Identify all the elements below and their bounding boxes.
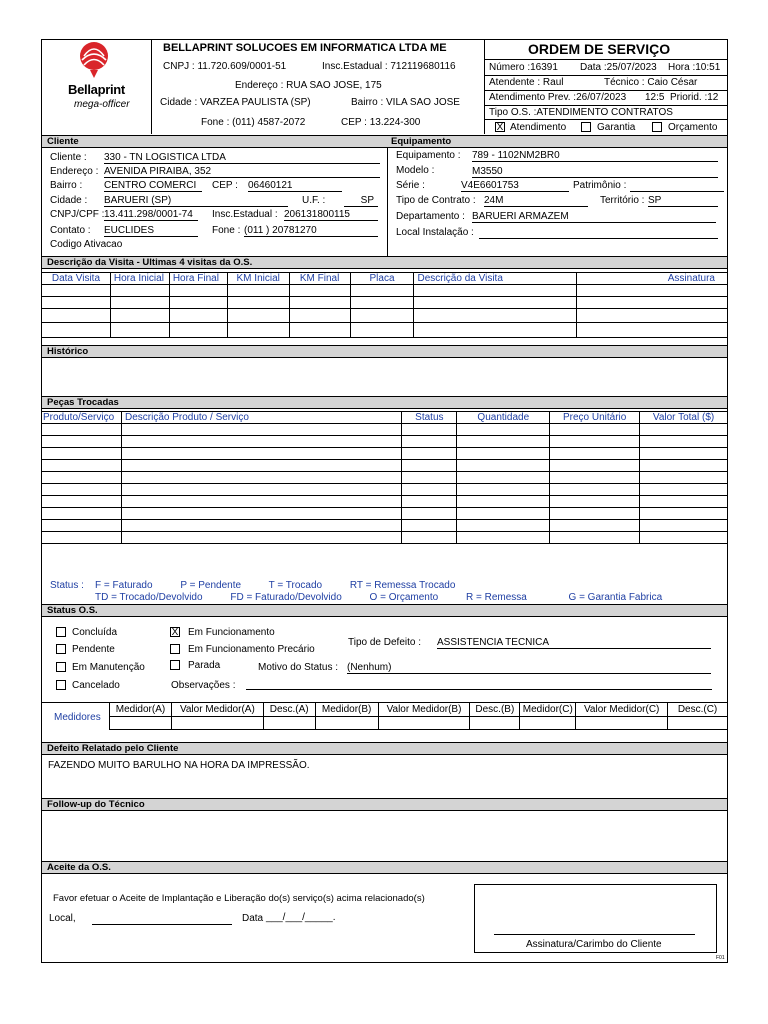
- status-legend-line2: TD = Trocado/Devolvido FD = Faturado/Devolvido O = Orçamento R = Remessa G = Garantia Fabrica: [95, 592, 663, 603]
- manutencao-label: Em Manutenção: [72, 662, 145, 673]
- model-value: M3550: [472, 166, 718, 178]
- parada-checkbox[interactable]: [170, 660, 180, 670]
- manutencao-checkbox[interactable]: [56, 662, 66, 672]
- parts-section-title: Peças Trocadas: [47, 397, 119, 408]
- visits-header-date: Data Visita: [42, 273, 111, 285]
- cep-label: CEP :: [212, 180, 238, 191]
- visits-header-km-end: KM Final: [289, 273, 350, 285]
- order-time: Hora :10:51: [668, 62, 721, 73]
- visits-section-title: Descrição da Visita - Ultimas 4 visitas da O.S.: [47, 257, 253, 268]
- contact-value: EUCLIDES: [104, 225, 198, 237]
- table-row: [42, 472, 728, 484]
- meter-b-header: Medidor(B): [315, 703, 378, 717]
- concluida-checkbox[interactable]: [56, 627, 66, 637]
- company-cnpj: CNPJ : 11.720.609/0001-51: [163, 61, 287, 72]
- company-district: Bairro : VILA SAO JOSE: [351, 97, 460, 108]
- install-location-value: [479, 227, 718, 239]
- divider: [484, 90, 727, 91]
- meter-b-value-header: Valor Medidor(B): [378, 703, 470, 717]
- table-row: [42, 285, 728, 297]
- cancelado-label: Cancelado: [72, 680, 120, 691]
- signature-line: [494, 934, 695, 935]
- orcamento-checkbox[interactable]: [652, 122, 662, 132]
- company-cep: CEP : 13.224-300: [341, 117, 421, 128]
- defect-type-value: ASSISTENCIA TECNICA: [437, 637, 711, 649]
- visits-header-signature: Assinatura: [577, 273, 728, 285]
- equipamento-section-title: Equipamento: [391, 136, 452, 147]
- date-label: Data: [242, 913, 264, 924]
- phone-label: Fone :: [212, 225, 241, 236]
- equipment-label: Equipamento :: [396, 150, 461, 161]
- asset-label: Patrimônio :: [573, 180, 627, 191]
- acceptance-text: Favor efetuar o Aceite de Implantação e Liberação do(s) serviço(s) acima relacionado(s): [53, 893, 425, 904]
- precario-checkbox[interactable]: [170, 644, 180, 654]
- garantia-label: Garantia: [597, 122, 636, 133]
- order-expected-time: 12:5: [645, 92, 665, 103]
- table-row: [42, 460, 728, 472]
- district-label: Bairro :: [50, 180, 83, 191]
- status-reason-value: (Nenhum): [347, 662, 711, 674]
- department-label: Departamento :: [396, 211, 465, 222]
- order-expected-date: Atendimento Prev. :26/07/2023: [489, 92, 627, 103]
- defect-section-title: Defeito Relatado pelo Cliente: [47, 743, 179, 754]
- order-technician: Técnico : Caio César: [604, 77, 698, 88]
- funcionamento-label: Em Funcionamento: [188, 627, 275, 638]
- atendimento-label: Atendimento: [510, 122, 567, 133]
- acceptance-section-title: Aceite da O.S.: [47, 862, 111, 873]
- cnpj-value: 13.411.298/0001-74: [104, 209, 198, 221]
- section-bar: [42, 396, 727, 409]
- funcionamento-checkbox[interactable]: X: [171, 627, 179, 638]
- city-value: BARUERI (SP): [104, 195, 288, 207]
- divider: [387, 148, 388, 256]
- territory-label: Território :: [600, 195, 645, 206]
- form-code: F01: [716, 955, 725, 961]
- serial-label: Série :: [396, 180, 425, 191]
- territory-value: SP: [648, 195, 718, 207]
- divider: [151, 39, 152, 134]
- pendente-checkbox[interactable]: [56, 644, 66, 654]
- serial-value: V4E6601753: [461, 180, 569, 192]
- parts-header-total: Valor Total ($): [640, 412, 728, 424]
- equipment-value: 789 - 1102NM2BR0: [472, 150, 718, 162]
- local-label: Local,: [49, 913, 76, 924]
- company-name: BELLAPRINT SOLUCOES EM INFORMATICA LTDA ME: [163, 42, 447, 54]
- divider: [484, 75, 727, 76]
- meter-b-desc-header: Desc.(B): [470, 703, 520, 717]
- observations-field[interactable]: [246, 680, 712, 690]
- parts-header-unit-price: Preço Unitário: [550, 412, 640, 424]
- parts-header-status: Status: [402, 412, 457, 424]
- visits-header-plate: Placa: [350, 273, 414, 285]
- install-location-label: Local Instalação :: [396, 227, 474, 238]
- parada-label: Parada: [188, 660, 221, 671]
- table-row: [42, 520, 728, 532]
- date-field[interactable]: ___/___/_____.: [266, 912, 336, 923]
- table-row: [42, 424, 728, 436]
- orcamento-label: Orçamento: [668, 122, 718, 133]
- table-row: [42, 323, 728, 338]
- meter-c-desc-header: Desc.(C): [668, 703, 728, 717]
- parts-table: [41, 411, 728, 544]
- divider: [484, 105, 727, 106]
- visits-header-description: Descrição da Visita: [414, 273, 577, 285]
- logo-subtext: mega-officer: [74, 99, 130, 110]
- garantia-checkbox[interactable]: [581, 122, 591, 132]
- section-bar: [42, 345, 727, 358]
- visits-table: [41, 272, 728, 338]
- section-bar: [42, 604, 727, 617]
- order-date: Data :25/07/2023: [580, 62, 657, 73]
- visits-header-km-start: KM Inicial: [227, 273, 289, 285]
- status-legend-line1: Status : F = Faturado P = Pendente T = Trocado RT = Remessa Trocado: [50, 580, 456, 591]
- table-row: [42, 532, 728, 544]
- city-label: Cidade :: [50, 195, 88, 206]
- contract-type-value: 24M: [484, 195, 588, 207]
- order-title: ORDEM DE SERVIÇO: [528, 41, 671, 57]
- table-row: [42, 309, 728, 323]
- order-attendant: Atendente : Raul: [489, 77, 564, 88]
- divider: [484, 119, 727, 120]
- model-label: Modelo :: [396, 165, 435, 176]
- defect-text: FAZENDO MUITO BARULHO NA HORA DA IMPRESSÃO.: [48, 760, 310, 771]
- table-row: [42, 508, 728, 520]
- order-priority: Priorid. :12: [670, 92, 719, 103]
- status-section-title: Status O.S.: [47, 605, 98, 616]
- cep-value: 06460121: [248, 180, 342, 192]
- company-city: Cidade : VARZEA PAULISTA (SP): [160, 97, 311, 108]
- cliente-section-title: Cliente: [47, 136, 79, 147]
- visits-header-start: Hora Inicial: [110, 273, 169, 285]
- table-row: [42, 484, 728, 496]
- local-field[interactable]: [92, 913, 232, 925]
- signature-label: Assinatura/Carimbo do Cliente: [526, 939, 662, 950]
- insc-value: 206131800115: [284, 209, 378, 221]
- district-value: CENTRO COMERCI: [104, 180, 202, 192]
- table-row: [42, 436, 728, 448]
- logo-text: Bellaprint: [68, 82, 125, 97]
- asset-value: [630, 180, 724, 192]
- section-bar: [42, 135, 727, 148]
- parts-header-quantity: Quantidade: [457, 412, 550, 424]
- meter-c-header: Medidor(C): [520, 703, 576, 717]
- history-section-title: Histórico: [47, 346, 89, 357]
- atendimento-checkbox[interactable]: X: [496, 122, 504, 133]
- address-value: AVENIDA PIRAIBA, 352: [104, 166, 380, 178]
- table-row: [42, 297, 728, 309]
- precario-label: Em Funcionamento Precário: [188, 644, 315, 655]
- pendente-label: Pendente: [72, 644, 115, 655]
- bellaprint-logo-icon: [76, 40, 112, 82]
- visits-header-end: Hora Final: [169, 273, 227, 285]
- defect-type-label: Tipo de Defeito :: [348, 637, 422, 648]
- section-bar: [42, 861, 727, 874]
- client-label: Cliente :: [50, 152, 87, 163]
- company-phone: Fone : (011) 4587-2072: [201, 117, 306, 128]
- company-address: Endereço : RUA SAO JOSE, 175: [235, 80, 382, 91]
- company-insc: Insc.Estadual : 712119680116: [322, 61, 456, 72]
- uf-label: U.F. :: [302, 195, 326, 206]
- activation-code-label: Codigo Ativacao: [50, 239, 123, 250]
- concluida-label: Concluída: [72, 627, 118, 638]
- order-number: Número :16391: [489, 62, 558, 73]
- contact-label: Contato :: [50, 225, 91, 236]
- meters-table: [109, 702, 728, 730]
- meter-a-desc-header: Desc.(A): [263, 703, 315, 717]
- address-label: Endereço :: [50, 166, 99, 177]
- meter-c-value-header: Valor Medidor(C): [576, 703, 668, 717]
- status-reason-label: Motivo do Status :: [258, 662, 339, 673]
- followup-section-title: Follow-up do Técnico: [47, 799, 145, 810]
- table-row: [42, 448, 728, 460]
- uf-value: SP: [344, 195, 378, 207]
- client-value: 330 - TN LOGISTICA LTDA: [104, 152, 380, 164]
- table-row: [42, 496, 728, 508]
- meters-label: Medidores: [54, 712, 101, 723]
- cnpj-label: CNPJ/CPF :: [50, 209, 105, 220]
- meter-a-header: Medidor(A): [110, 703, 172, 717]
- order-type: Tipo O.S. :ATENDIMENTO CONTRATOS: [489, 107, 673, 118]
- meter-a-value-header: Valor Medidor(A): [171, 703, 263, 717]
- divider: [484, 59, 727, 60]
- parts-header-product: Produto/Serviço: [42, 412, 122, 424]
- contract-type-label: Tipo de Contrato :: [396, 195, 476, 206]
- observations-label: Observações :: [171, 680, 236, 691]
- insc-label: Insc.Estadual :: [212, 209, 278, 220]
- cancelado-checkbox[interactable]: [56, 680, 66, 690]
- parts-header-description: Descrição Produto / Serviço: [121, 412, 401, 424]
- phone-value: (011 ) 20781270: [244, 225, 378, 237]
- department-value: BARUERI ARMAZEM: [472, 211, 716, 223]
- table-row: [110, 717, 728, 730]
